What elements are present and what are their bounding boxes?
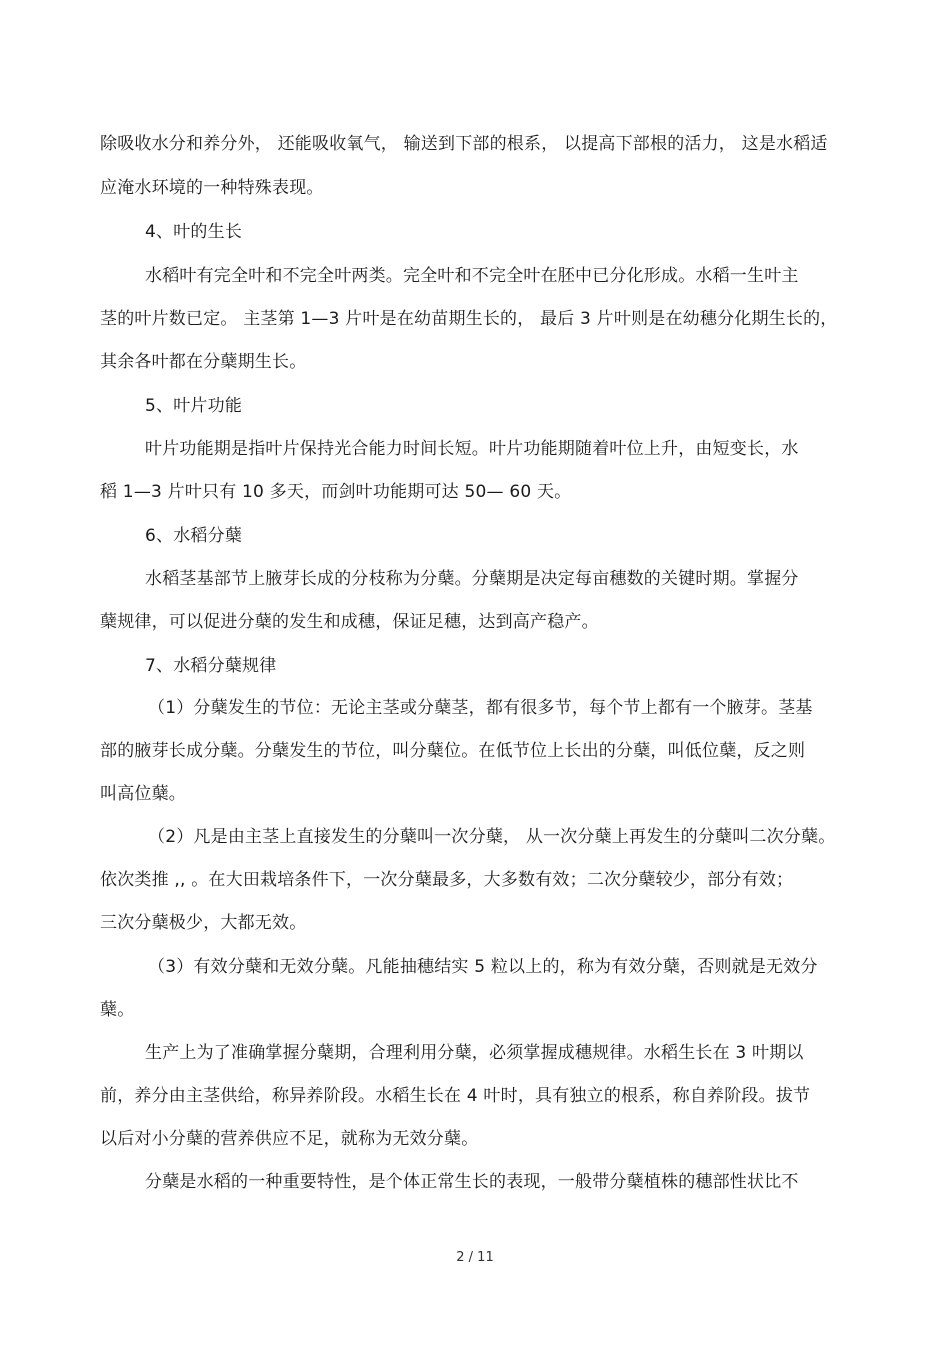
text-line: （2）凡是由主茎上直接发生的分蘖叫一次分蘖， 从一次分蘖上再发生的分蘖叫二次分蘖。 — [148, 827, 836, 847]
text-line: 叫高位蘖。 — [100, 784, 186, 804]
text-line: 分蘖是水稻的一种重要特性，是个体正常生长的表现，一般带分蘖植株的穗部性状比不 — [145, 1172, 799, 1192]
section-heading: 5、叶片功能 — [145, 396, 243, 416]
page-number: 2 / 11 — [456, 1250, 494, 1265]
text-line: 蘖规律，可以促进分蘖的发生和成穗，保证足穗，达到高产稳产。 — [100, 612, 599, 632]
text-line: 除吸收水分和养分外， 还能吸收氧气， 输送到下部的根系， 以提高下部根的活力， 这是水稻适 — [100, 134, 828, 154]
text-line: 水稻茎基部节上腋芽长成的分枝称为分蘖。分蘖期是决定每亩穗数的关键时期。掌握分 — [145, 569, 799, 589]
text-line: 生产上为了准确掌握分蘖期，合理利用分蘖，必须掌握成穗规律。水稻生长在 3 叶期以 — [145, 1043, 804, 1063]
section-heading: 4、叶的生长 — [145, 222, 243, 242]
text-line: （1）分蘖发生的节位：无论主茎或分蘖茎，都有很多节，每个节上都有一个腋芽。茎基 — [148, 698, 813, 718]
section-heading: 7、水稻分蘖规律 — [145, 656, 277, 676]
text-line: 叶片功能期是指叶片保持光合能力时间长短。叶片功能期随着叶位上升，由短变长，水 — [145, 439, 799, 459]
text-line: 应淹水环境的一种特殊表现。 — [100, 178, 324, 198]
text-line: 以后对小分蘖的营养供应不足，就称为无效分蘖。 — [100, 1129, 479, 1149]
text-line: 水稻叶有完全叶和不完全叶两类。完全叶和不完全叶在胚中已分化形成。水稻一生叶主 — [145, 266, 799, 286]
section-heading: 6、水稻分蘖 — [145, 526, 243, 546]
text-line: 其余各叶都在分蘖期生长。 — [100, 352, 307, 372]
text-line: 三次分蘖极少，大都无效。 — [100, 913, 307, 933]
text-line: 依次类推 ,, 。在大田栽培条件下，一次分蘖最多，大多数有效；二次分蘖较少，部分有效； — [100, 870, 794, 890]
text-line: 部的腋芽长成分蘖。分蘖发生的节位，叫分蘖位。在低节位上长出的分蘖，叫低位蘖，反之则 — [100, 741, 806, 761]
text-line: 茎的叶片数已定。 主茎第 1—3 片叶是在幼苗期生长的， 最后 3 片叶则是在幼穗分化期生长的， — [100, 309, 838, 329]
text-line: （3）有效分蘖和无效分蘖。凡能抽穗结实 5 粒以上的，称为有效分蘖，否则就是无效分 — [148, 957, 818, 977]
text-line: 蘖。 — [100, 1000, 135, 1020]
text-line: 前，养分由主茎供给，称异养阶段。水稻生长在 4 叶时，具有独立的根系，称自养阶段。拔节 — [100, 1086, 811, 1106]
text-line: 稻 1—3 片叶只有 10 多天，而剑叶功能期可达 50— 60 天。 — [100, 482, 572, 502]
